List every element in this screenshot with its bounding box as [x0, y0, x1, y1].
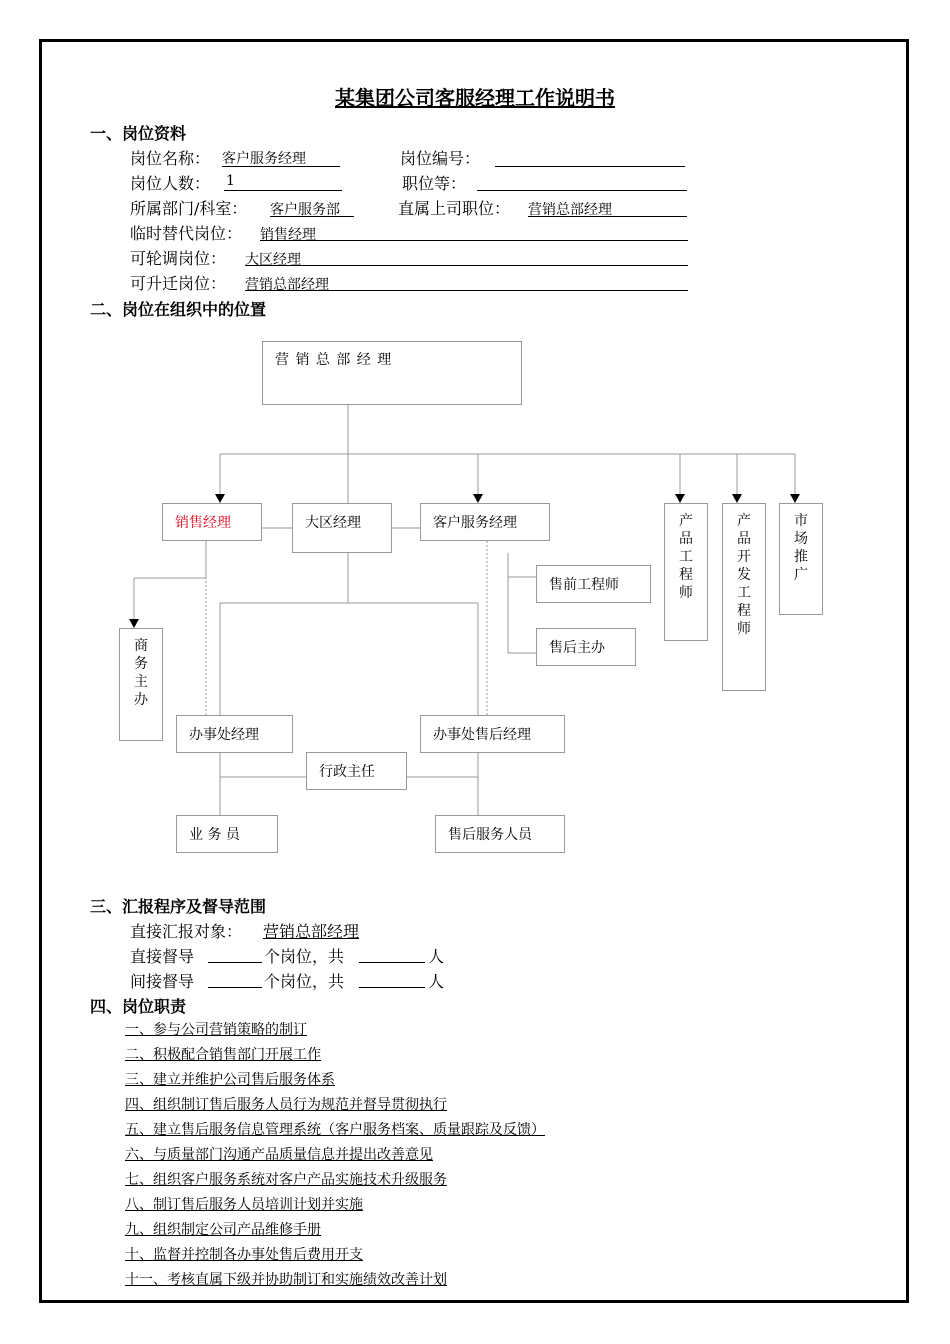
duty-item: 四、组织制订售后服务人员行为规范并督导贯彻执行: [125, 1097, 447, 1113]
org-node-presales-engineer: 售前工程师: [536, 565, 651, 603]
duty-item: 五、建立售后服务信息管理系统（客户服务档案、质量跟踪及反馈）: [125, 1122, 545, 1138]
indirect-supervision-label: 间接督导: [130, 972, 195, 991]
headcount-label: 岗位人数：: [130, 174, 211, 193]
duty-item: 六、与质量部门沟通产品质量信息并提出改善意见: [125, 1147, 433, 1163]
job-code-label: 岗位编号：: [400, 149, 481, 168]
org-node-cs-manager: 客户服务经理: [420, 503, 550, 541]
org-node-salesperson: 业 务 员: [176, 815, 278, 853]
department-label: 所属部门/科室：: [130, 199, 248, 218]
direct-positions-field: [208, 962, 262, 963]
report-to-value: 营销总部经理: [263, 922, 360, 941]
direct-supervision-label: 直接督导: [130, 947, 195, 966]
promotion-value: 营销总部经理: [245, 277, 329, 293]
duty-item: 七、组织客户服务系统对客户产品实施技术升级服务: [125, 1172, 447, 1188]
section1-heading: 一、岗位资料: [90, 124, 187, 143]
org-node-admin-head: 行政主任: [306, 752, 407, 790]
duty-item: 九、组织制定公司产品维修手册: [125, 1222, 321, 1238]
org-node-product-dev-engineer: 产品开发工程师: [722, 503, 766, 691]
section4-heading: 四、岗位职责: [90, 997, 187, 1016]
headcount-value: 1: [226, 173, 235, 189]
org-node-business-lead: 商务主办: [119, 628, 163, 741]
duty-item: 三、建立并维护公司售后服务体系: [125, 1072, 335, 1088]
org-node-product-engineer: 产品工程师: [664, 503, 708, 641]
promotion-label: 可升迁岗位：: [130, 274, 227, 293]
job-grade-label: 职位等：: [402, 174, 467, 193]
org-node-sales-manager: 销售经理: [162, 503, 262, 541]
supervisor-value: 营销总部经理: [528, 202, 612, 218]
org-node-aftersales-lead: 售后主办: [536, 628, 636, 666]
duty-item: 二、积极配合销售部门开展工作: [125, 1047, 321, 1063]
rotation-value: 大区经理: [245, 252, 301, 268]
indirect-people-field: [359, 987, 425, 988]
section2-heading: 二、岗位在组织中的位置: [90, 300, 267, 319]
job-name-value: 客户服务经理: [222, 151, 306, 167]
direct-people-text: 人: [428, 947, 445, 966]
duty-item: 十、监督并控制各办事处售后费用开支: [125, 1247, 363, 1263]
org-node-aftersales-staff: 售后服务人员: [435, 815, 565, 853]
indirect-positions-field: [208, 987, 262, 988]
report-to-label: 直接汇报对象：: [130, 922, 243, 941]
indirect-positions-text: 个岗位，共: [264, 972, 345, 991]
rotation-label: 可轮调岗位：: [130, 249, 227, 268]
indirect-people-text: 人: [428, 972, 445, 991]
temp-substitute-value: 销售经理: [260, 227, 316, 243]
org-node-marketing: 市场推广: [779, 503, 823, 615]
document-title: 某集团公司客服经理工作说明书: [335, 86, 615, 110]
org-node-office-manager: 办事处经理: [176, 715, 293, 753]
duty-item: 一、参与公司营销策略的制订: [125, 1022, 307, 1038]
supervisor-label: 直属上司职位：: [398, 199, 511, 218]
duty-item: 八、制订售后服务人员培训计划并实施: [125, 1197, 363, 1213]
direct-positions-text: 个岗位，共: [264, 947, 345, 966]
section3-heading: 三、汇报程序及督导范围: [90, 897, 267, 916]
direct-people-field: [359, 962, 425, 963]
temp-substitute-label: 临时替代岗位：: [130, 224, 243, 243]
job-name-label: 岗位名称：: [130, 149, 211, 168]
org-node-office-aftersales-manager: 办事处售后经理: [420, 715, 565, 753]
org-node-marketing-director: 营 销 总 部 经 理: [262, 341, 522, 405]
duty-item: 十一、考核直属下级并协助制订和实施绩效改善计划: [125, 1272, 447, 1288]
department-value: 客户服务部: [270, 202, 340, 218]
org-node-region-manager: 大区经理: [292, 503, 392, 553]
